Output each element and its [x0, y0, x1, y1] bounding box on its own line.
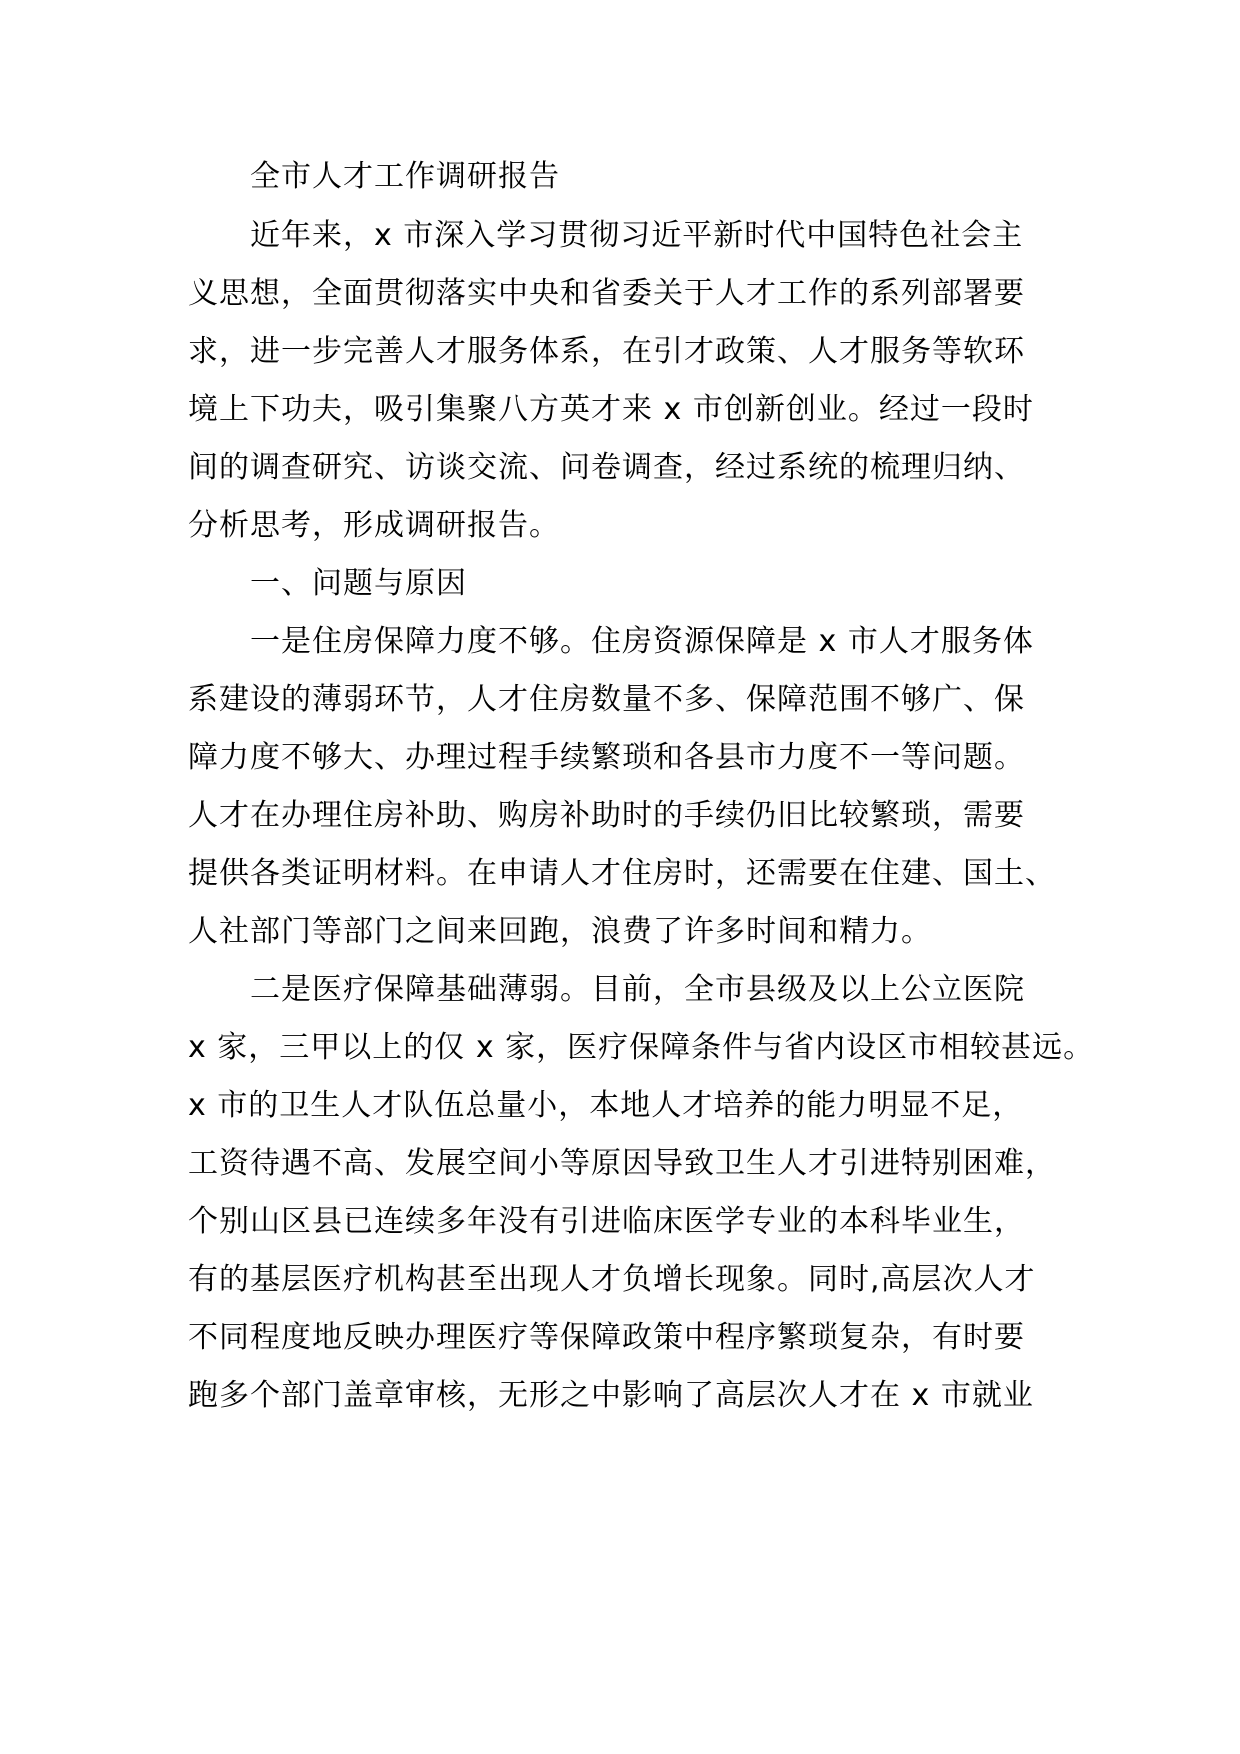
paragraph-line: 间的调查研究、访谈交流、问卷调查，经过系统的梳理归纳、 — [188, 450, 1025, 485]
paragraph-line: 分析思考，形成调研报告。 — [188, 508, 560, 543]
paragraph-line: 个别山区县已连续多年没有引进临床医学专业的本科毕业生， — [188, 1204, 1025, 1239]
paragraph-line: 不同程度地反映办理医疗等保障政策中程序繁琐复杂，有时要 — [188, 1320, 1025, 1355]
section-heading: 一、问题与原因 — [250, 566, 467, 601]
paragraph-line: x 市的卫生人才队伍总量小，本地人才培养的能力明显不足， — [188, 1088, 1024, 1123]
paragraph-line: 跑多个部门盖章审核，无形之中影响了高层次人才在 x 市就业 — [188, 1378, 1034, 1413]
paragraph-line: 工资待遇不高、发展空间小等原因导致卫生人才引进特别困难， — [188, 1146, 1056, 1181]
paragraph-line: 人社部门等部门之间来回跑，浪费了许多时间和精力。 — [188, 914, 932, 949]
document-title: 全市人才工作调研报告 — [250, 159, 560, 194]
paragraph-line: x 家，三甲以上的仅 x 家，医疗保障条件与省内设区市相较甚远。 — [188, 1030, 1095, 1065]
paragraph-line: 境上下功夫，吸引集聚八方英才来 x 市创新创业。经过一段时 — [188, 392, 1034, 427]
paragraph-line: 义思想，全面贯彻落实中央和省委关于人才工作的系列部署要 — [188, 276, 1025, 311]
paragraph-line: 近年来，x 市深入学习贯彻习近平新时代中国特色社会主 — [250, 218, 1024, 253]
paragraph-line: 障力度不够大、办理过程手续繁琐和各县市力度不一等问题。 — [188, 740, 1025, 775]
paragraph-line: 二是医疗保障基础薄弱。目前，全市县级及以上公立医院 — [250, 972, 1025, 1007]
paragraph-line: 提供各类证明材料。在申请人才住房时，还需要在住建、国土、 — [188, 856, 1056, 891]
paragraph-line: 有的基层医疗机构甚至出现人才负增长现象。同时,高层次人才 — [188, 1262, 1036, 1297]
paragraph-line: 求，进一步完善人才服务体系，在引才政策、人才服务等软环 — [188, 334, 1025, 369]
paragraph-line: 系建设的薄弱环节，人才住房数量不多、保障范围不够广、保 — [188, 682, 1025, 717]
paragraph-line: 一是住房保障力度不够。住房资源保障是 x 市人才服务体 — [250, 624, 1034, 659]
paragraph-line: 人才在办理住房补助、购房补助时的手续仍旧比较繁琐，需要 — [188, 798, 1025, 833]
